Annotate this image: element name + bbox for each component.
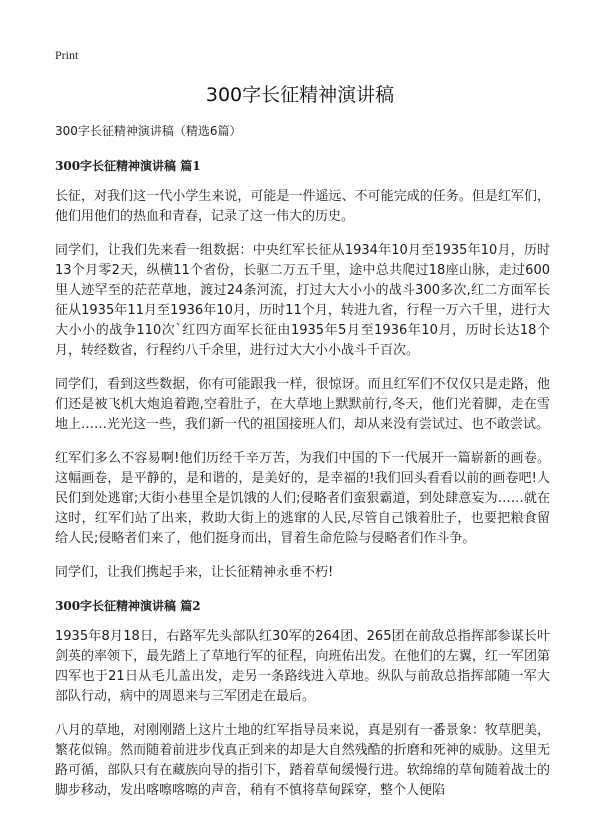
paragraph: 长征，对我们这一代小学生来说，可能是一件遥远、不可能完成的任务。但是红军们，他们用他们的热血和青春，记录了这一伟大的历史。: [55, 189, 550, 224]
article-body: [55, 122, 550, 815]
section-2: [55, 597, 550, 801]
paragraph: 同学们，看到这些数据，你有可能跟我一样，很惊讶。而且红军们不仅仅只是走路，他们还是被飞机大炮追着跑,空着肚子，在大草地上默默前行,冬天，他们光着脚，走在雪地上……光光这一些，我们新一代的祖国接班人们，却从来没有尝试过、也不敢尝试。: [55, 377, 550, 432]
print-link[interactable]: Print: [55, 48, 79, 62]
page-title: 300字长征精神演讲稿: [205, 84, 395, 106]
paragraph: 八月的草地，对刚刚踏上这片土地的红军指导员来说，真是别有一番景象：牧草肥美，繁花似锦。然而随着前进步伐真正到来的却是大自然残酷的折磨和死神的威胁。这里无路可循，部队只有在藏族向导的指引下，踏着草甸缓慢行进。软绵绵的草甸随着战士的脚步移动，发出喀嚓喀嚓的声音，稍有不慎将草甸踩穿，整个人便陷: [55, 723, 550, 798]
section-heading: 300字长征精神演讲稿 篇2: [55, 599, 201, 613]
paragraph: 同学们，让我们携起手来，让长征精神永垂不朽!: [55, 565, 334, 580]
paragraph: 同学们，让我们先来看一组数据：中央红军长征从1934年10月至1935年10月，历时13个月零2天，纵横11个省份，长驱二万五千里，途中总共爬过18座山脉，走过600里人迹罕至的茫茫草地，渡过24条河流，打过大大小小的战斗300多次,红二方面军长征从1935年11月至1936年10月，历时11个月，转进九省，行程一万六千里，进行大大小小的战争110次`红四方面军长征由1935年5月至1936年10月，历时长达18个月，转经数省，行程约八千余里，进行过大大小小战斗千百次。: [55, 243, 550, 358]
article-subtitle: 300字长征精神演讲稿（精选6篇）: [55, 124, 242, 138]
section-heading: 300字长征精神演讲稿 篇1: [55, 159, 201, 173]
paragraph: 红军们多么不容易啊!他们历经千辛万苦，为我们中国的下一代展开一篇崭新的画卷。这幅画卷，是平静的，是和谐的，是美好的，是幸福的!我们回头看看以前的画卷吧!人民们到处逃窜;大街小巷里全是饥饿的人们;侵略者们蛮狠霸道，到处肆意妄为……就在这时，红军们站了出来，救助大街上的逃窜的人民,尽管自己饿着肚子，也要把粮食留给人民;侵略者们来了，他们挺身而出，冒着生命危险与侵略者们作斗争。: [55, 451, 550, 546]
section-1: [55, 157, 550, 583]
paragraph: 1935年8月18日，右路军先头部队红30军的264团、265团在前敌总指挥部参谋长叶剑英的率领下，最先踏上了草地行军的征程，向班佑出发。在他们的左翼，红一军团第四军也于21日从毛儿盖出发，走另一条路线进入草地。纵队与前敌总指挥部随一军大部队行动，病中的周恩来与三军团走在最后。: [55, 629, 550, 704]
